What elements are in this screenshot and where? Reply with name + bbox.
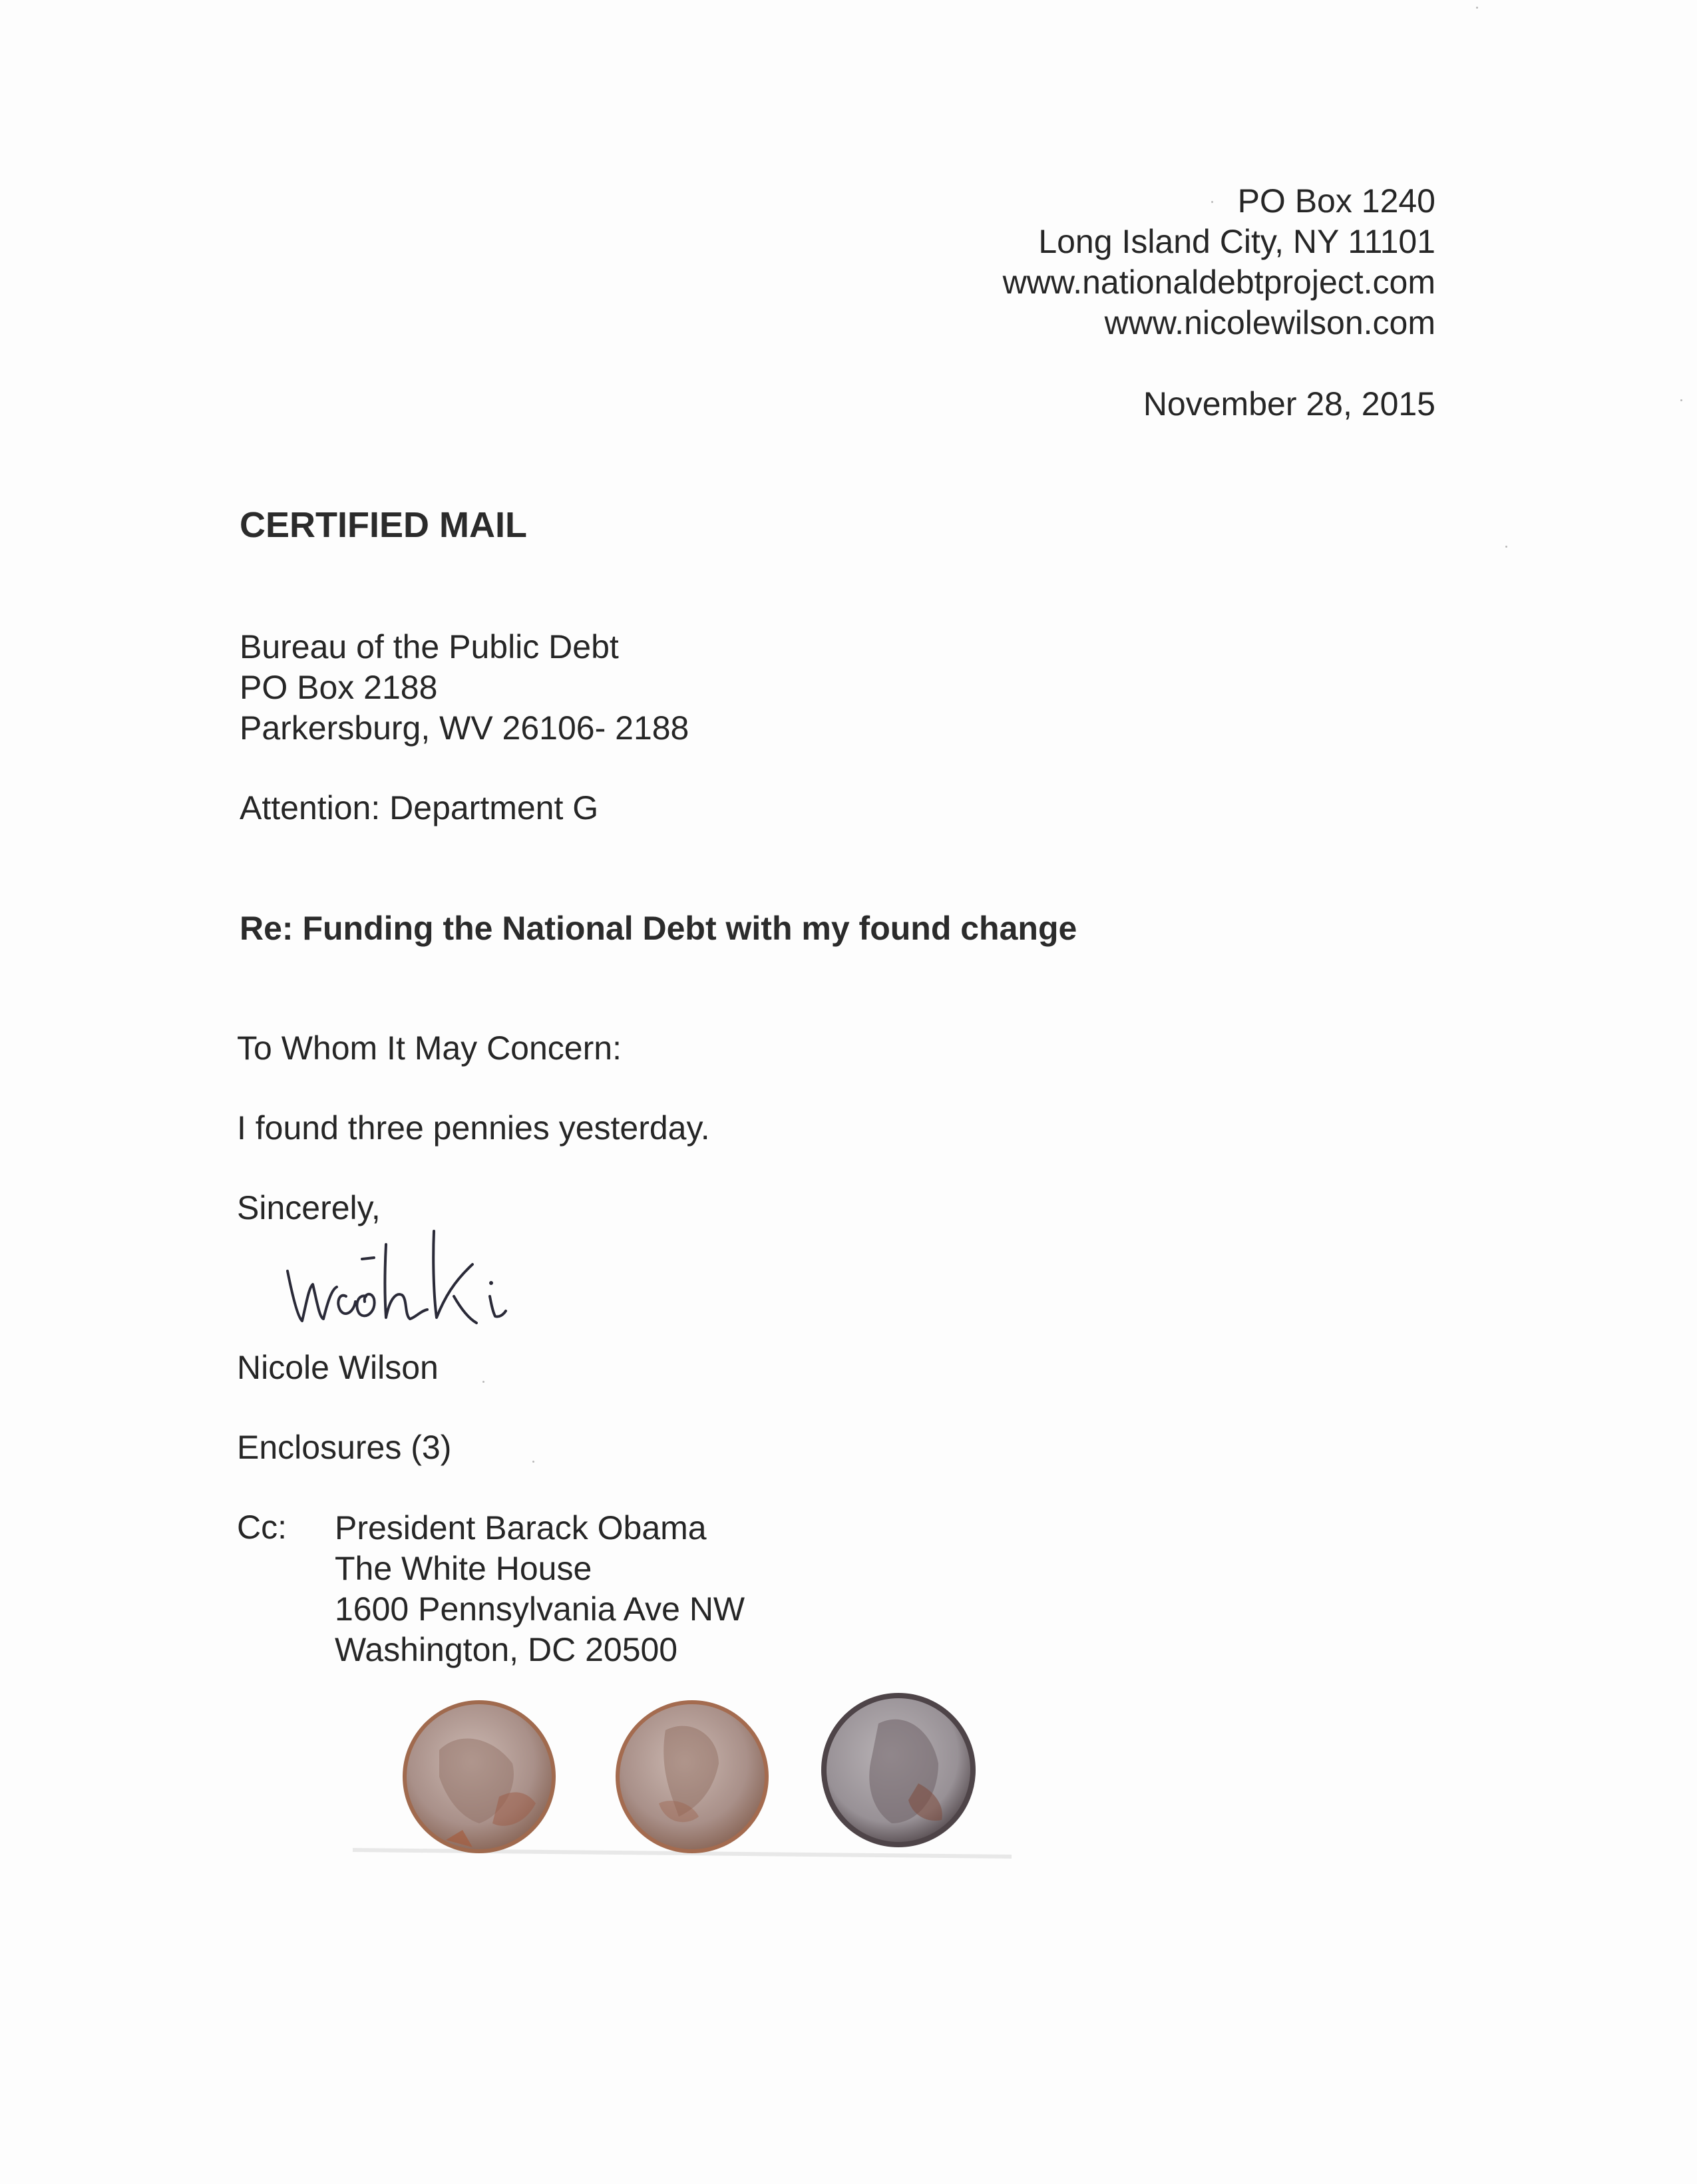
scan-speck [482,1381,484,1383]
penny-icon [618,1702,767,1851]
attention-line: Attention: Department G [240,789,599,826]
closing: Sincerely, [237,1189,381,1226]
sender-city-state-zip: Long Island City, NY 11101 [1038,223,1435,260]
penny-icon [405,1702,554,1851]
cc-name: President Barack Obama [335,1509,707,1547]
signer-name: Nicole Wilson [237,1349,439,1386]
cc-address-block [335,1508,745,1670]
cc-line3: 1600 Pennsylvania Ave NW [335,1590,745,1628]
sender-po-box: PO Box 1240 [1237,182,1435,220]
scan-speck [1505,546,1507,548]
letter-date: November 28, 2015 [1143,385,1435,423]
sender-website-nicolewilson: www.nicolewilson.com [1104,304,1435,341]
scan-speck [532,1461,534,1463]
letter-body: I found three pennies yesterday. [237,1109,710,1147]
recipient-name: Bureau of the Public Debt [240,628,619,665]
cc-line4: Washington, DC 20500 [335,1631,678,1668]
certified-mail-heading: CERTIFIED MAIL [240,505,527,545]
scan-speck [1680,399,1682,401]
recipient-address-block [240,627,689,749]
handwritten-signature [280,1218,612,1338]
salutation: To Whom It May Concern: [237,1029,622,1067]
enclosures-line: Enclosures (3) [237,1429,452,1466]
cc-line2: The White House [335,1550,592,1587]
enclosed-pennies [346,1690,1025,1890]
penny-icon [824,1696,973,1845]
cc-label: Cc: [237,1509,287,1546]
scan-speck [1211,201,1213,203]
scan-speck [1476,7,1478,9]
recipient-po-box: PO Box 2188 [240,669,438,706]
subject-line: Re: Funding the National Debt with my found change [240,910,1077,947]
recipient-city-state-zip: Parkersburg, WV 26106- 2188 [240,709,689,747]
sender-website-nationaldebtproject: www.nationaldebtproject.com [1002,264,1435,301]
sender-address-block [1003,181,1435,343]
